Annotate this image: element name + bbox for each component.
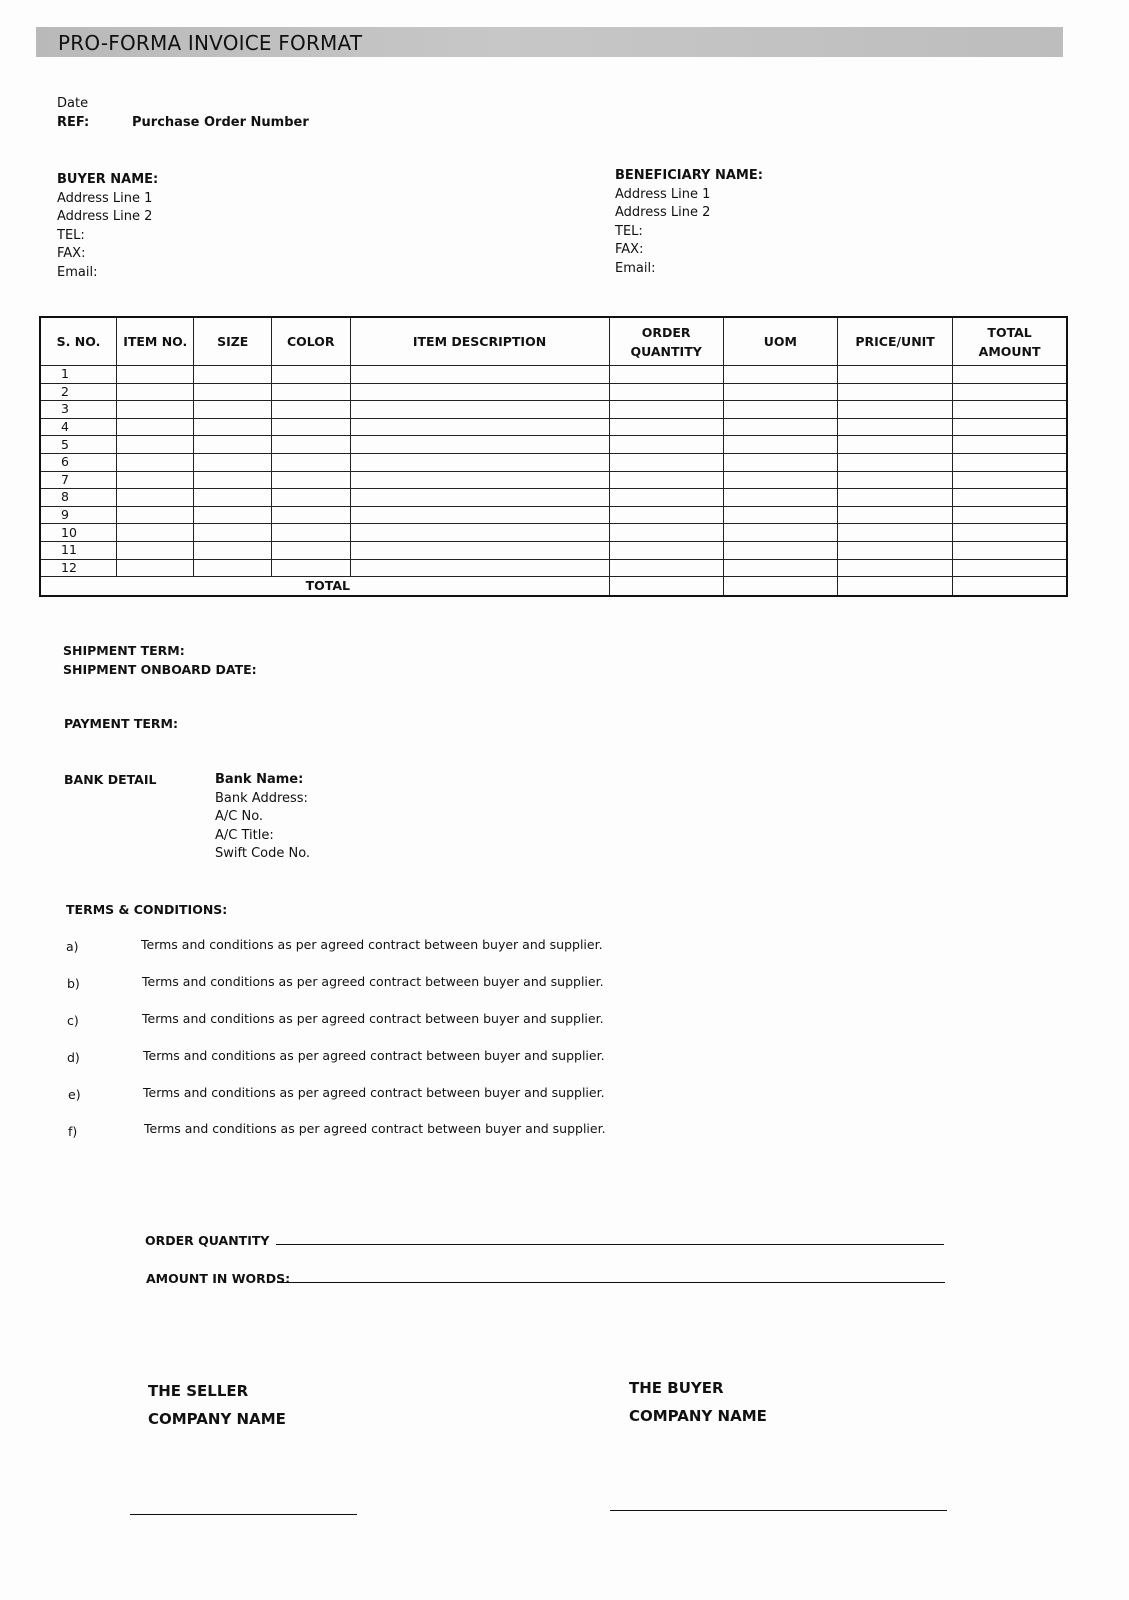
beneficiary-email-label: Email: (615, 260, 656, 276)
description-cell[interactable] (350, 524, 609, 542)
color-cell[interactable] (271, 541, 350, 559)
seller-company-name: COMPANY NAME (148, 1410, 286, 1428)
item-no-cell[interactable] (116, 506, 194, 524)
header-total-amount-line-2: AMOUNT (978, 343, 1041, 359)
total-amount-cell[interactable] (953, 541, 1067, 559)
color-cell[interactable] (271, 401, 350, 419)
table-row (40, 418, 1067, 436)
description-cell[interactable] (350, 471, 609, 489)
table-header-row (40, 317, 1067, 366)
price-unit-cell[interactable] (837, 506, 952, 524)
item-no-cell[interactable] (116, 541, 194, 559)
uom-cell[interactable] (723, 506, 837, 524)
table-row (40, 453, 1067, 471)
order-quantity-cell[interactable] (609, 383, 723, 401)
order-quantity-cell[interactable] (609, 506, 723, 524)
row-number: 1 (40, 366, 116, 384)
page-title: PRO-FORMA INVOICE FORMAT (58, 31, 363, 55)
term-text: Terms and conditions as per agreed contract between buyer and supplier. (141, 937, 603, 952)
color-cell[interactable] (271, 471, 350, 489)
uom-cell[interactable] (723, 471, 837, 489)
row-number: 7 (40, 471, 116, 489)
size-cell[interactable] (194, 506, 272, 524)
header-order-quantity-line-1: ORDER (641, 324, 691, 340)
color-cell[interactable] (271, 383, 350, 401)
term-letter: c) (67, 1013, 79, 1028)
size-cell[interactable] (194, 524, 272, 542)
items-body (40, 366, 1067, 597)
description-cell[interactable] (350, 383, 609, 401)
po-number-label: Purchase Order Number (132, 115, 309, 130)
color-cell[interactable] (271, 366, 350, 384)
buyer-address-line-1: Address Line 1 (57, 190, 153, 206)
description-cell[interactable] (350, 506, 609, 524)
header-order-quantity-line-2: QUANTITY (630, 343, 702, 359)
table-row (40, 524, 1067, 542)
item-no-cell[interactable] (116, 436, 194, 454)
header-total-amount (953, 317, 1067, 366)
beneficiary-fax-label: FAX: (615, 242, 644, 257)
order-quantity-cell[interactable] (609, 541, 723, 559)
header-size: SIZE (194, 317, 272, 366)
table-row (40, 559, 1067, 577)
price-unit-cell[interactable] (837, 559, 952, 577)
size-cell[interactable] (194, 401, 272, 419)
color-cell[interactable] (271, 524, 350, 542)
term-text: Terms and conditions as per agreed contract between buyer and supplier. (143, 1085, 605, 1100)
buyer-block (57, 171, 158, 282)
header-color: COLOR (271, 317, 350, 366)
term-letter: b) (67, 976, 80, 991)
size-cell[interactable] (194, 436, 272, 454)
amount-in-words-line[interactable] (277, 1282, 945, 1283)
date-label: Date (57, 96, 89, 111)
table-row (40, 471, 1067, 489)
shipment-onboard-date-label: SHIPMENT ONBOARD DATE: (63, 662, 257, 677)
description-cell[interactable] (350, 366, 609, 384)
uom-cell[interactable] (723, 418, 837, 436)
total-label: TOTAL (40, 577, 350, 597)
header-item-description: ITEM DESCRIPTION (350, 317, 609, 366)
uom-cell[interactable] (723, 383, 837, 401)
header-uom: UOM (723, 317, 837, 366)
bank-name-label: Bank Name: (215, 772, 304, 787)
term-text: Terms and conditions as per agreed contract between buyer and supplier. (142, 974, 604, 989)
color-cell[interactable] (271, 489, 350, 507)
price-unit-cell[interactable] (837, 436, 952, 454)
size-cell[interactable] (194, 489, 272, 507)
item-no-cell[interactable] (116, 471, 194, 489)
price-unit-cell[interactable] (837, 383, 952, 401)
color-cell[interactable] (271, 559, 350, 577)
order-quantity-cell[interactable] (609, 471, 723, 489)
item-no-cell[interactable] (116, 383, 194, 401)
price-unit-cell[interactable] (837, 453, 952, 471)
buyer-address-line-2: Address Line 2 (57, 209, 153, 224)
price-unit-cell[interactable] (837, 524, 952, 542)
term-letter: a) (66, 939, 79, 954)
buyer-label: THE BUYER (629, 1379, 724, 1397)
size-cell[interactable] (194, 418, 272, 436)
buyer-signature-line[interactable] (610, 1510, 947, 1511)
price-unit-cell[interactable] (837, 471, 952, 489)
total-description-cell (350, 577, 609, 597)
total-amount-cell[interactable] (953, 559, 1067, 577)
total-amount-cell[interactable] (953, 383, 1067, 401)
seller-signature-line[interactable] (130, 1514, 357, 1515)
order-quantity-cell[interactable] (609, 524, 723, 542)
row-number: 8 (40, 489, 116, 507)
table-row (40, 541, 1067, 559)
item-no-cell[interactable] (116, 401, 194, 419)
color-cell[interactable] (271, 436, 350, 454)
order-quantity-cell[interactable] (609, 453, 723, 471)
item-no-cell[interactable] (116, 559, 194, 577)
term-text: Terms and conditions as per agreed contract between buyer and supplier. (144, 1121, 606, 1136)
buyer-email-label: Email: (57, 264, 98, 280)
seller-label: THE SELLER (148, 1382, 249, 1400)
term-text: Terms and conditions as per agreed contract between buyer and supplier. (143, 1048, 605, 1063)
color-cell[interactable] (271, 506, 350, 524)
description-cell[interactable] (350, 436, 609, 454)
beneficiary-block (615, 167, 763, 278)
bank-detail-block (215, 771, 310, 864)
row-number: 4 (40, 418, 116, 436)
order-quantity-cell[interactable] (609, 436, 723, 454)
total-amount-cell[interactable] (953, 401, 1067, 419)
order-quantity-cell[interactable] (609, 418, 723, 436)
size-cell[interactable] (194, 383, 272, 401)
size-cell[interactable] (194, 559, 272, 577)
total-amount-cell[interactable] (953, 436, 1067, 454)
item-no-cell[interactable] (116, 366, 194, 384)
table-row (40, 436, 1067, 454)
uom-cell[interactable] (723, 524, 837, 542)
row-number: 10 (40, 524, 116, 542)
total-row (40, 577, 1067, 597)
item-no-cell[interactable] (116, 418, 194, 436)
row-number: 3 (40, 401, 116, 419)
description-cell[interactable] (350, 559, 609, 577)
order-quantity-label: ORDER QUANTITY (145, 1233, 270, 1248)
order-quantity-cell[interactable] (609, 559, 723, 577)
ref-label: REF: (57, 115, 90, 130)
item-no-cell[interactable] (116, 524, 194, 542)
row-number: 9 (40, 506, 116, 524)
shipment-term-label: SHIPMENT TERM: (63, 643, 185, 658)
table-row (40, 366, 1067, 384)
term-letter: d) (67, 1050, 80, 1065)
color-cell[interactable] (271, 418, 350, 436)
price-unit-cell[interactable] (837, 401, 952, 419)
price-unit-cell[interactable] (837, 366, 952, 384)
size-cell[interactable] (194, 471, 272, 489)
uom-cell[interactable] (723, 366, 837, 384)
row-number: 5 (40, 436, 116, 454)
buyer-company-name: COMPANY NAME (629, 1407, 767, 1425)
term-text: Terms and conditions as per agreed contract between buyer and supplier. (142, 1011, 604, 1026)
uom-cell[interactable] (723, 436, 837, 454)
amount-in-words-label: AMOUNT IN WORDS: (146, 1271, 291, 1286)
table-row (40, 401, 1067, 419)
total-amount-cell[interactable] (953, 453, 1067, 471)
uom-cell[interactable] (723, 489, 837, 507)
terms-heading: TERMS & CONDITIONS: (66, 902, 228, 917)
color-cell[interactable] (271, 453, 350, 471)
header-total-amount-line-1: TOTAL (987, 324, 1032, 340)
total-price-unit-cell[interactable] (837, 577, 952, 597)
size-cell[interactable] (194, 541, 272, 559)
bank-detail-label: BANK DETAIL (64, 772, 157, 787)
header-sno: S. NO. (40, 317, 116, 366)
buyer-signature-block (629, 1374, 767, 1430)
order-quantity-cell[interactable] (609, 366, 723, 384)
buyer-fax-label: FAX: (57, 246, 86, 261)
item-no-cell[interactable] (116, 453, 194, 471)
table-row (40, 489, 1067, 507)
uom-cell[interactable] (723, 559, 837, 577)
uom-cell[interactable] (723, 541, 837, 559)
row-number: 11 (40, 541, 116, 559)
header-order-quantity (609, 317, 723, 366)
beneficiary-tel-label: TEL: (615, 223, 643, 239)
beneficiary-address-line-1: Address Line 1 (615, 186, 711, 202)
total-amount-cell[interactable] (953, 418, 1067, 436)
table-row (40, 506, 1067, 524)
uom-cell[interactable] (723, 453, 837, 471)
buyer-name-label: BUYER NAME: (57, 172, 159, 187)
total-order-quantity-cell[interactable] (609, 577, 723, 597)
price-unit-cell[interactable] (837, 489, 952, 507)
price-unit-cell[interactable] (837, 541, 952, 559)
bank-address-label: Bank Address: (215, 790, 308, 806)
seller-block (148, 1377, 286, 1433)
total-amount-cell[interactable] (953, 524, 1067, 542)
account-title-label: A/C Title: (215, 827, 274, 843)
table-row (40, 383, 1067, 401)
total-amount-cell[interactable] (953, 506, 1067, 524)
description-cell[interactable] (350, 418, 609, 436)
payment-term-label: PAYMENT TERM: (64, 716, 178, 731)
header-price-unit: PRICE/UNIT (837, 317, 952, 366)
price-unit-cell[interactable] (837, 418, 952, 436)
order-quantity-line[interactable] (276, 1244, 944, 1245)
description-cell[interactable] (350, 541, 609, 559)
account-number-label: A/C No. (215, 809, 264, 824)
swift-code-label: Swift Code No. (215, 846, 311, 861)
grand-total-cell[interactable] (953, 577, 1067, 597)
total-amount-cell[interactable] (953, 489, 1067, 507)
beneficiary-address-line-2: Address Line 2 (615, 205, 711, 220)
row-number: 12 (40, 559, 116, 577)
uom-cell[interactable] (723, 401, 837, 419)
total-amount-cell[interactable] (953, 471, 1067, 489)
header-item-no: ITEM NO. (116, 317, 194, 366)
term-letter: f) (68, 1124, 78, 1139)
size-cell[interactable] (194, 366, 272, 384)
description-cell[interactable] (350, 489, 609, 507)
buyer-tel-label: TEL: (57, 227, 85, 243)
total-amount-cell[interactable] (953, 366, 1067, 384)
term-letter: e) (68, 1087, 81, 1102)
description-cell[interactable] (350, 401, 609, 419)
items-table (39, 316, 1068, 597)
order-quantity-cell[interactable] (609, 489, 723, 507)
row-number: 2 (40, 383, 116, 401)
size-cell[interactable] (194, 453, 272, 471)
total-uom-cell[interactable] (723, 577, 837, 597)
order-quantity-cell[interactable] (609, 401, 723, 419)
description-cell[interactable] (350, 453, 609, 471)
item-no-cell[interactable] (116, 489, 194, 507)
beneficiary-name-label: BENEFICIARY NAME: (615, 168, 763, 183)
row-number: 6 (40, 453, 116, 471)
